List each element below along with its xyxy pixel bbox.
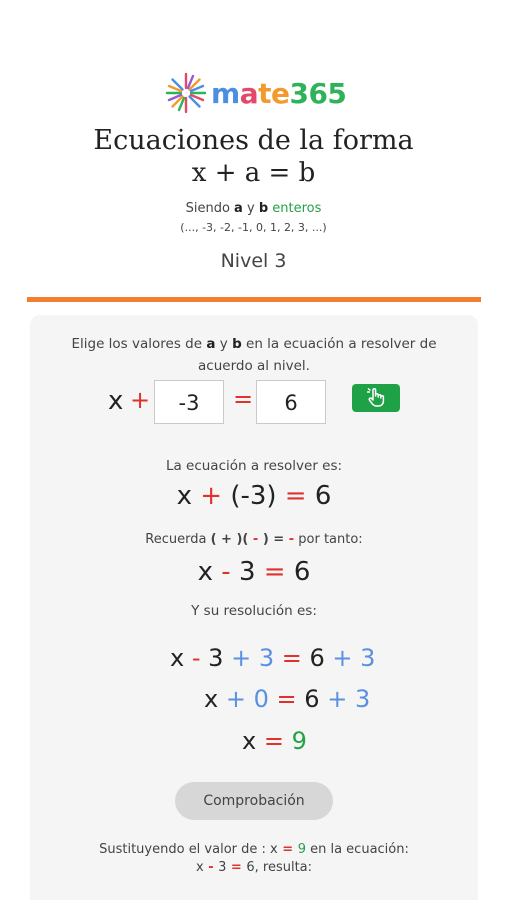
hand-pointer-icon	[365, 388, 387, 408]
level-label: Nivel 3	[220, 250, 287, 272]
page-title-formula: x + a = b	[191, 158, 316, 188]
check-button[interactable]: Comprobación	[175, 782, 333, 820]
substitution-text: Sustituyendo el valor de : x = 9 en la ecuación: x - 3 = 6, resulta:	[99, 842, 409, 875]
variable-x: x	[108, 386, 124, 416]
mate365-logo	[163, 70, 348, 116]
instructions: Elige los valores de a y b en la ecuación a resolver de acuerdo al nivel.	[71, 336, 437, 374]
submit-button[interactable]	[352, 384, 400, 412]
resolution-step-2: x + 0 = 6 + 3	[204, 685, 371, 713]
resolution-step-3: x = 9	[242, 727, 307, 755]
divider	[27, 297, 481, 302]
plus-sign: +	[130, 386, 151, 414]
a-value-input[interactable]: -3	[154, 380, 224, 424]
equals-sign: =	[233, 385, 254, 413]
logo-text: mate365	[211, 76, 347, 110]
simplified-equation: x - 3 = 6	[197, 557, 311, 587]
sign-rule-reminder: Recuerda ( + )( - ) = - por tanto:	[145, 532, 363, 547]
resolution-step-1: x - 3 + 3 = 6 + 3	[170, 644, 376, 672]
sunburst-logo-icon	[163, 70, 209, 116]
page-title: Ecuaciones de la forma	[93, 125, 414, 156]
subtitle: Siendo a y b enteros	[185, 201, 322, 216]
equation-to-solve: x + (-3) = 6	[176, 481, 332, 511]
b-value-input[interactable]: 6	[256, 380, 326, 424]
integer-range: (..., -3, -2, -1, 0, 1, 2, 3, ...)	[180, 221, 327, 234]
resolution-label: Y su resolución es:	[191, 603, 317, 619]
equation-label: La ecuación a resolver es:	[165, 458, 343, 474]
